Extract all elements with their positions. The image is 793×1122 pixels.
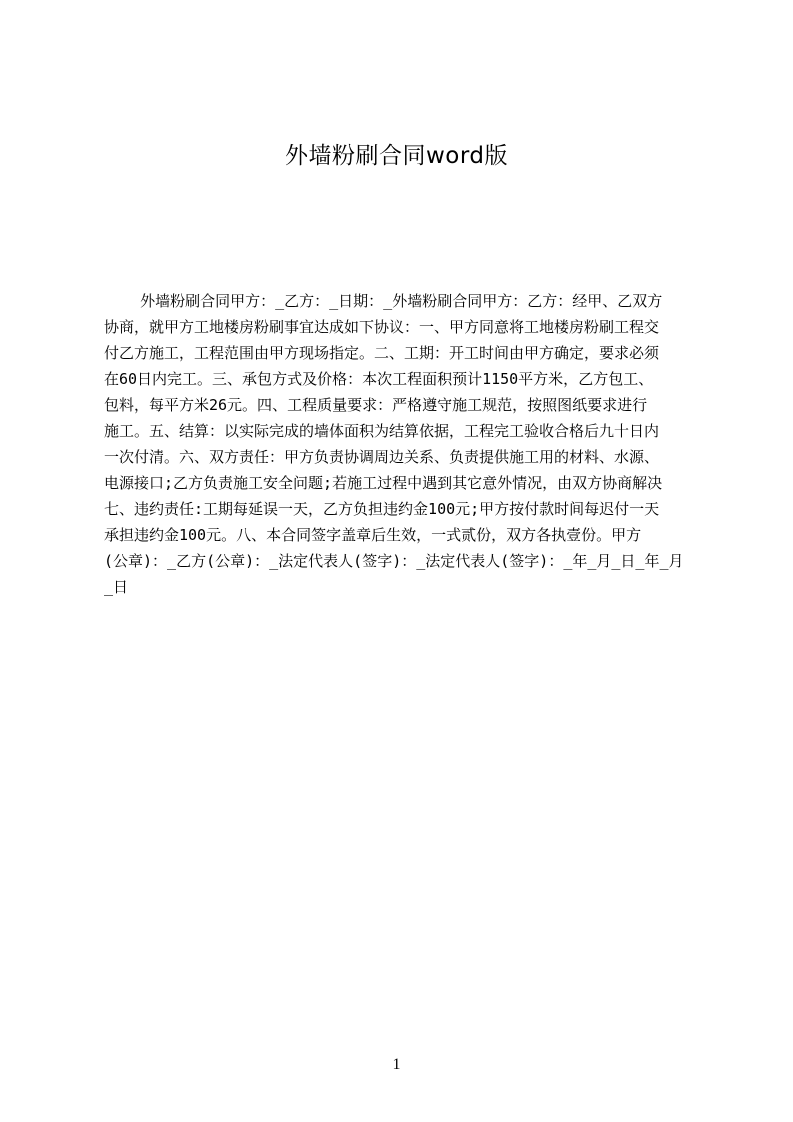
contract-body xyxy=(104,288,702,600)
body-line: (公章)：_乙方(公章)：_法定代表人(签字)：_法定代表人(签字)：_年_月_日_年_月 xyxy=(104,552,684,570)
body-line: 一次付清。六、双方责任：甲方负责协调周边关系、负责提供施工用的材料、水源、 xyxy=(104,448,660,466)
body-line: 承担违约金100元。八、本合同签字盖章后生效，一式贰份，双方各执壹份。甲方 xyxy=(104,526,642,544)
body-line: 施工。五、结算：以实际完成的墙体面积为结算依据，工程完工验收合格后九十日内 xyxy=(104,422,660,440)
document-title: 外墙粉刷合同word版 xyxy=(284,143,509,169)
body-line: 七、违约责任:工期每延误一天，乙方负担违约金100元;甲方按付款时间每迟付一天 xyxy=(104,500,660,518)
body-line: 协商，就甲方工地楼房粉刷事宜达成如下协议：一、甲方同意将工地楼房粉刷工程交 xyxy=(104,318,660,336)
body-line: 电源接口;乙方负责施工安全问题;若施工过程中遇到其它意外情况，由双方协商解决 xyxy=(104,474,663,492)
body-line: 在60日内完工。三、承包方式及价格：本次工程面积预计1150平方米，乙方包工、 xyxy=(104,370,654,388)
body-line: _日 xyxy=(104,578,129,596)
page-number: 1 xyxy=(392,1056,401,1073)
body-line: 包料，每平方米26元。四、工程质量要求：严格遵守施工规范，按照图纸要求进行 xyxy=(104,396,648,414)
body-line: 付乙方施工，工程范围由甲方现场指定。二、工期：开工时间由甲方确定，要求必须 xyxy=(104,344,660,362)
body-line: 外墙粉刷合同甲方：_乙方：_日期：_外墙粉刷合同甲方：乙方：经甲、乙双方 xyxy=(104,292,663,310)
